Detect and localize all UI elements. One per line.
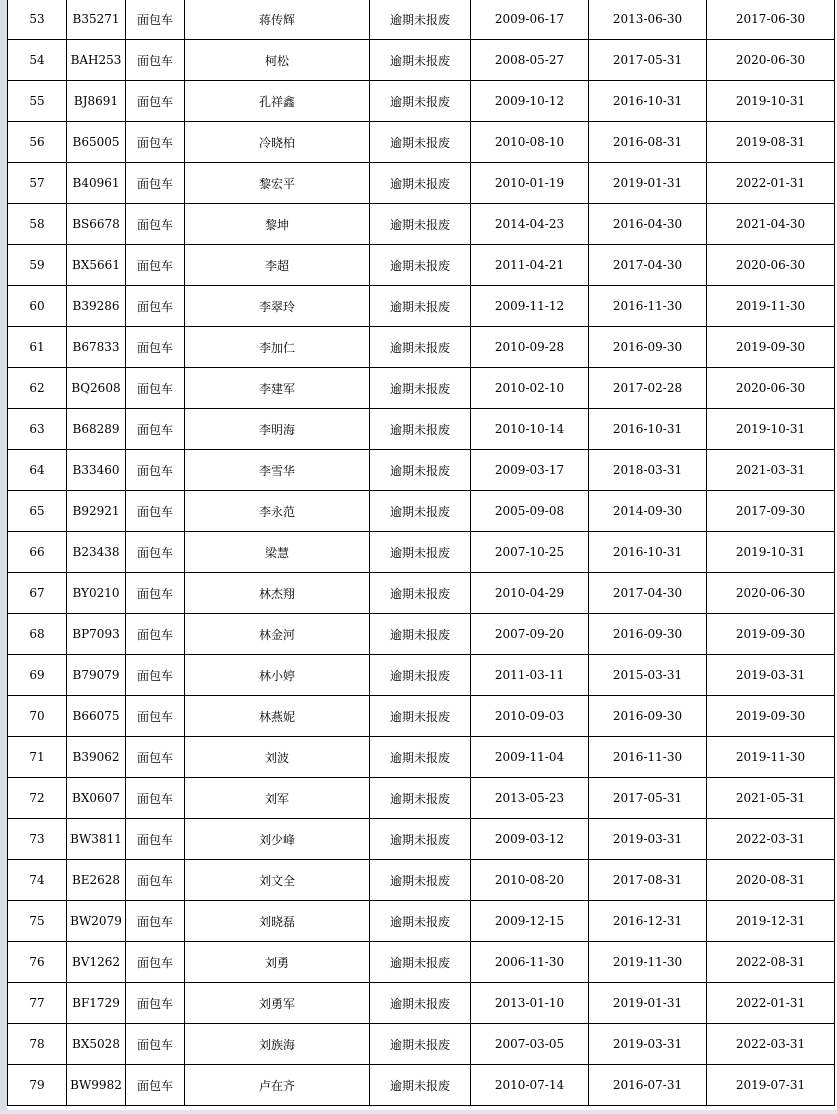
- inspection-date-cell: 2016-10-31: [589, 81, 707, 122]
- status-cell: 逾期未报废: [370, 737, 471, 778]
- status-cell: 逾期未报废: [370, 245, 471, 286]
- table-row: [8, 245, 835, 286]
- vehicle-type-cell: 面包车: [126, 655, 185, 696]
- registration-date-cell: 2010-09-28: [471, 327, 589, 368]
- owner-name-cell: 柯松: [185, 40, 370, 81]
- status-cell: 逾期未报废: [370, 655, 471, 696]
- plate-number-cell: B66075: [67, 696, 126, 737]
- owner-name-cell: 李建军: [185, 368, 370, 409]
- row-number-cell: 70: [8, 696, 67, 737]
- vehicle-table: [7, 0, 835, 1106]
- owner-name-cell: 刘军: [185, 778, 370, 819]
- registration-date-cell: 2010-10-14: [471, 409, 589, 450]
- inspection-date-cell: 2016-08-31: [589, 122, 707, 163]
- registration-date-cell: 2009-12-15: [471, 901, 589, 942]
- plate-number-cell: B39286: [67, 286, 126, 327]
- vehicle-type-cell: 面包车: [126, 614, 185, 655]
- status-cell: 逾期未报废: [370, 327, 471, 368]
- plate-number-cell: B40961: [67, 163, 126, 204]
- owner-name-cell: 刘勇军: [185, 983, 370, 1024]
- inspection-date-cell: 2016-10-31: [589, 409, 707, 450]
- row-number-cell: 58: [8, 204, 67, 245]
- row-number-cell: 66: [8, 532, 67, 573]
- plate-number-cell: BQ2608: [67, 368, 126, 409]
- row-number-cell: 75: [8, 901, 67, 942]
- plate-number-cell: B39062: [67, 737, 126, 778]
- owner-name-cell: 卢在齐: [185, 1065, 370, 1106]
- table-row: [8, 122, 835, 163]
- registration-date-cell: 2014-04-23: [471, 204, 589, 245]
- inspection-date-cell: 2016-10-31: [589, 532, 707, 573]
- owner-name-cell: 刘波: [185, 737, 370, 778]
- row-number-cell: 55: [8, 81, 67, 122]
- vehicle-type-cell: 面包车: [126, 245, 185, 286]
- inspection-date-cell: 2019-03-31: [589, 819, 707, 860]
- vehicle-type-cell: 面包车: [126, 122, 185, 163]
- status-cell: 逾期未报废: [370, 204, 471, 245]
- scrap-date-cell: 2020-06-30: [707, 368, 835, 409]
- registration-date-cell: 2011-04-21: [471, 245, 589, 286]
- table-body: [8, 0, 835, 1106]
- vehicle-type-cell: 面包车: [126, 0, 185, 40]
- plate-number-cell: B68289: [67, 409, 126, 450]
- registration-date-cell: 2009-06-17: [471, 0, 589, 40]
- row-number-cell: 60: [8, 286, 67, 327]
- owner-name-cell: 李雪华: [185, 450, 370, 491]
- row-number-cell: 62: [8, 368, 67, 409]
- table-row: [8, 368, 835, 409]
- table-row: [8, 614, 835, 655]
- registration-date-cell: 2010-08-10: [471, 122, 589, 163]
- row-number-cell: 76: [8, 942, 67, 983]
- plate-number-cell: B65005: [67, 122, 126, 163]
- vehicle-type-cell: 面包车: [126, 737, 185, 778]
- inspection-date-cell: 2019-11-30: [589, 942, 707, 983]
- vehicle-type-cell: 面包车: [126, 1065, 185, 1106]
- vehicle-type-cell: 面包车: [126, 204, 185, 245]
- table-row: [8, 409, 835, 450]
- vehicle-type-cell: 面包车: [126, 327, 185, 368]
- status-cell: 逾期未报废: [370, 1024, 471, 1065]
- scrap-date-cell: 2020-06-30: [707, 245, 835, 286]
- row-number-cell: 53: [8, 0, 67, 40]
- inspection-date-cell: 2014-09-30: [589, 491, 707, 532]
- status-cell: 逾期未报废: [370, 286, 471, 327]
- owner-name-cell: 刘晓磊: [185, 901, 370, 942]
- row-number-cell: 63: [8, 409, 67, 450]
- registration-date-cell: 2005-09-08: [471, 491, 589, 532]
- registration-date-cell: 2013-01-10: [471, 983, 589, 1024]
- status-cell: 逾期未报废: [370, 40, 471, 81]
- status-cell: 逾期未报废: [370, 122, 471, 163]
- owner-name-cell: 梁慧: [185, 532, 370, 573]
- status-cell: 逾期未报废: [370, 450, 471, 491]
- plate-number-cell: BW2079: [67, 901, 126, 942]
- owner-name-cell: 冷晓柏: [185, 122, 370, 163]
- plate-number-cell: BV1262: [67, 942, 126, 983]
- row-number-cell: 59: [8, 245, 67, 286]
- owner-name-cell: 李明海: [185, 409, 370, 450]
- scrap-date-cell: 2019-09-30: [707, 696, 835, 737]
- status-cell: 逾期未报废: [370, 942, 471, 983]
- owner-name-cell: 林杰翔: [185, 573, 370, 614]
- table-row: [8, 81, 835, 122]
- row-number-cell: 65: [8, 491, 67, 532]
- row-number-cell: 72: [8, 778, 67, 819]
- left-edge: [0, 0, 7, 1114]
- inspection-date-cell: 2016-09-30: [589, 696, 707, 737]
- plate-number-cell: B23438: [67, 532, 126, 573]
- scrap-date-cell: 2019-09-30: [707, 327, 835, 368]
- owner-name-cell: 黎坤: [185, 204, 370, 245]
- inspection-date-cell: 2017-02-28: [589, 368, 707, 409]
- vehicle-type-cell: 面包车: [126, 983, 185, 1024]
- table-row: [8, 573, 835, 614]
- registration-date-cell: 2009-03-17: [471, 450, 589, 491]
- owner-name-cell: 刘勇: [185, 942, 370, 983]
- vehicle-type-cell: 面包车: [126, 573, 185, 614]
- table-row: [8, 737, 835, 778]
- scrap-date-cell: 2019-11-30: [707, 286, 835, 327]
- status-cell: 逾期未报废: [370, 368, 471, 409]
- vehicle-type-cell: 面包车: [126, 1024, 185, 1065]
- inspection-date-cell: 2016-12-31: [589, 901, 707, 942]
- table-row: [8, 327, 835, 368]
- row-number-cell: 78: [8, 1024, 67, 1065]
- inspection-date-cell: 2016-07-31: [589, 1065, 707, 1106]
- vehicle-type-cell: 面包车: [126, 819, 185, 860]
- registration-date-cell: 2011-03-11: [471, 655, 589, 696]
- registration-date-cell: 2010-01-19: [471, 163, 589, 204]
- vehicle-type-cell: 面包车: [126, 450, 185, 491]
- plate-number-cell: BJ8691: [67, 81, 126, 122]
- registration-date-cell: 2010-02-10: [471, 368, 589, 409]
- status-cell: 逾期未报废: [370, 409, 471, 450]
- inspection-date-cell: 2016-09-30: [589, 327, 707, 368]
- scrap-date-cell: 2022-01-31: [707, 983, 835, 1024]
- registration-date-cell: 2009-03-12: [471, 819, 589, 860]
- table-row: [8, 942, 835, 983]
- owner-name-cell: 李超: [185, 245, 370, 286]
- table-row: [8, 450, 835, 491]
- owner-name-cell: 孔祥鑫: [185, 81, 370, 122]
- status-cell: 逾期未报废: [370, 778, 471, 819]
- inspection-date-cell: 2016-11-30: [589, 286, 707, 327]
- inspection-date-cell: 2015-03-31: [589, 655, 707, 696]
- registration-date-cell: 2008-05-27: [471, 40, 589, 81]
- registration-date-cell: 2010-09-03: [471, 696, 589, 737]
- plate-number-cell: BE2628: [67, 860, 126, 901]
- row-number-cell: 67: [8, 573, 67, 614]
- scrap-date-cell: 2019-10-31: [707, 81, 835, 122]
- scrap-date-cell: 2020-06-30: [707, 573, 835, 614]
- owner-name-cell: 林金河: [185, 614, 370, 655]
- plate-number-cell: BW9982: [67, 1065, 126, 1106]
- inspection-date-cell: 2016-11-30: [589, 737, 707, 778]
- vehicle-type-cell: 面包车: [126, 81, 185, 122]
- table-row: [8, 696, 835, 737]
- plate-number-cell: BAH253: [67, 40, 126, 81]
- vehicle-type-cell: 面包车: [126, 163, 185, 204]
- table-row: [8, 860, 835, 901]
- table-row: [8, 1024, 835, 1065]
- vehicle-type-cell: 面包车: [126, 368, 185, 409]
- plate-number-cell: BX5028: [67, 1024, 126, 1065]
- scrap-date-cell: 2019-07-31: [707, 1065, 835, 1106]
- inspection-date-cell: 2017-04-30: [589, 573, 707, 614]
- plate-number-cell: BX0607: [67, 778, 126, 819]
- vehicle-type-cell: 面包车: [126, 860, 185, 901]
- owner-name-cell: 林燕妮: [185, 696, 370, 737]
- owner-name-cell: 刘文全: [185, 860, 370, 901]
- plate-number-cell: B79079: [67, 655, 126, 696]
- scrap-date-cell: 2022-01-31: [707, 163, 835, 204]
- scrap-date-cell: 2022-03-31: [707, 1024, 835, 1065]
- scrap-date-cell: 2019-08-31: [707, 122, 835, 163]
- row-number-cell: 74: [8, 860, 67, 901]
- row-number-cell: 56: [8, 122, 67, 163]
- status-cell: 逾期未报废: [370, 901, 471, 942]
- scrap-date-cell: 2019-11-30: [707, 737, 835, 778]
- plate-number-cell: BY0210: [67, 573, 126, 614]
- inspection-date-cell: 2013-06-30: [589, 0, 707, 40]
- scrap-date-cell: 2017-09-30: [707, 491, 835, 532]
- registration-date-cell: 2009-11-12: [471, 286, 589, 327]
- registration-date-cell: 2010-04-29: [471, 573, 589, 614]
- inspection-date-cell: 2019-01-31: [589, 983, 707, 1024]
- inspection-date-cell: 2017-05-31: [589, 778, 707, 819]
- table-row: [8, 286, 835, 327]
- scrap-date-cell: 2021-03-31: [707, 450, 835, 491]
- scrap-date-cell: 2022-03-31: [707, 819, 835, 860]
- status-cell: 逾期未报废: [370, 163, 471, 204]
- status-cell: 逾期未报废: [370, 573, 471, 614]
- table-row: [8, 778, 835, 819]
- status-cell: 逾期未报废: [370, 614, 471, 655]
- inspection-date-cell: 2019-03-31: [589, 1024, 707, 1065]
- registration-date-cell: 2007-09-20: [471, 614, 589, 655]
- row-number-cell: 69: [8, 655, 67, 696]
- row-number-cell: 77: [8, 983, 67, 1024]
- row-number-cell: 61: [8, 327, 67, 368]
- registration-date-cell: 2007-03-05: [471, 1024, 589, 1065]
- inspection-date-cell: 2016-04-30: [589, 204, 707, 245]
- vehicle-type-cell: 面包车: [126, 409, 185, 450]
- table-row: [8, 983, 835, 1024]
- table-row: [8, 491, 835, 532]
- status-cell: 逾期未报废: [370, 860, 471, 901]
- scrap-date-cell: 2020-08-31: [707, 860, 835, 901]
- table-row: [8, 532, 835, 573]
- status-cell: 逾期未报废: [370, 983, 471, 1024]
- vehicle-type-cell: 面包车: [126, 286, 185, 327]
- registration-date-cell: 2006-11-30: [471, 942, 589, 983]
- row-number-cell: 54: [8, 40, 67, 81]
- plate-number-cell: B35271: [67, 0, 126, 40]
- row-number-cell: 79: [8, 1065, 67, 1106]
- inspection-date-cell: 2019-01-31: [589, 163, 707, 204]
- status-cell: 逾期未报废: [370, 1065, 471, 1106]
- registration-date-cell: 2013-05-23: [471, 778, 589, 819]
- status-cell: 逾期未报废: [370, 81, 471, 122]
- table-row: [8, 901, 835, 942]
- status-cell: 逾期未报废: [370, 491, 471, 532]
- owner-name-cell: 蒋传辉: [185, 0, 370, 40]
- registration-date-cell: 2010-08-20: [471, 860, 589, 901]
- plate-number-cell: BX5661: [67, 245, 126, 286]
- registration-date-cell: 2009-10-12: [471, 81, 589, 122]
- scrap-date-cell: 2019-10-31: [707, 532, 835, 573]
- row-number-cell: 68: [8, 614, 67, 655]
- bottom-edge: [0, 1110, 837, 1114]
- table-row: [8, 40, 835, 81]
- plate-number-cell: BS6678: [67, 204, 126, 245]
- inspection-date-cell: 2017-05-31: [589, 40, 707, 81]
- status-cell: 逾期未报废: [370, 696, 471, 737]
- owner-name-cell: 李加仁: [185, 327, 370, 368]
- table-row: [8, 0, 835, 40]
- vehicle-type-cell: 面包车: [126, 40, 185, 81]
- status-cell: 逾期未报废: [370, 532, 471, 573]
- scrap-date-cell: 2019-09-30: [707, 614, 835, 655]
- scrap-date-cell: 2020-06-30: [707, 40, 835, 81]
- status-cell: 逾期未报废: [370, 0, 471, 40]
- scrap-date-cell: 2019-12-31: [707, 901, 835, 942]
- plate-number-cell: B92921: [67, 491, 126, 532]
- registration-date-cell: 2007-10-25: [471, 532, 589, 573]
- owner-name-cell: 刘族海: [185, 1024, 370, 1065]
- table-row: [8, 655, 835, 696]
- registration-date-cell: 2009-11-04: [471, 737, 589, 778]
- row-number-cell: 71: [8, 737, 67, 778]
- row-number-cell: 57: [8, 163, 67, 204]
- vehicle-type-cell: 面包车: [126, 901, 185, 942]
- plate-number-cell: BW3811: [67, 819, 126, 860]
- plate-number-cell: B33460: [67, 450, 126, 491]
- vehicle-type-cell: 面包车: [126, 532, 185, 573]
- plate-number-cell: BF1729: [67, 983, 126, 1024]
- vehicle-type-cell: 面包车: [126, 778, 185, 819]
- inspection-date-cell: 2016-09-30: [589, 614, 707, 655]
- owner-name-cell: 刘少峰: [185, 819, 370, 860]
- inspection-date-cell: 2017-08-31: [589, 860, 707, 901]
- plate-number-cell: B67833: [67, 327, 126, 368]
- scrap-date-cell: 2021-04-30: [707, 204, 835, 245]
- scrap-date-cell: 2022-08-31: [707, 942, 835, 983]
- owner-name-cell: 黎宏平: [185, 163, 370, 204]
- status-cell: 逾期未报废: [370, 819, 471, 860]
- inspection-date-cell: 2017-04-30: [589, 245, 707, 286]
- scrap-date-cell: 2019-10-31: [707, 409, 835, 450]
- plate-number-cell: BP7093: [67, 614, 126, 655]
- vehicle-type-cell: 面包车: [126, 491, 185, 532]
- owner-name-cell: 李翠玲: [185, 286, 370, 327]
- row-number-cell: 64: [8, 450, 67, 491]
- table-row: [8, 1065, 835, 1106]
- table-row: [8, 204, 835, 245]
- owner-name-cell: 李永范: [185, 491, 370, 532]
- registration-date-cell: 2010-07-14: [471, 1065, 589, 1106]
- scrap-date-cell: 2017-06-30: [707, 0, 835, 40]
- vehicle-type-cell: 面包车: [126, 696, 185, 737]
- table-row: [8, 819, 835, 860]
- table-row: [8, 163, 835, 204]
- scrap-date-cell: 2021-05-31: [707, 778, 835, 819]
- row-number-cell: 73: [8, 819, 67, 860]
- vehicle-type-cell: 面包车: [126, 942, 185, 983]
- inspection-date-cell: 2018-03-31: [589, 450, 707, 491]
- scrap-date-cell: 2019-03-31: [707, 655, 835, 696]
- owner-name-cell: 林小婷: [185, 655, 370, 696]
